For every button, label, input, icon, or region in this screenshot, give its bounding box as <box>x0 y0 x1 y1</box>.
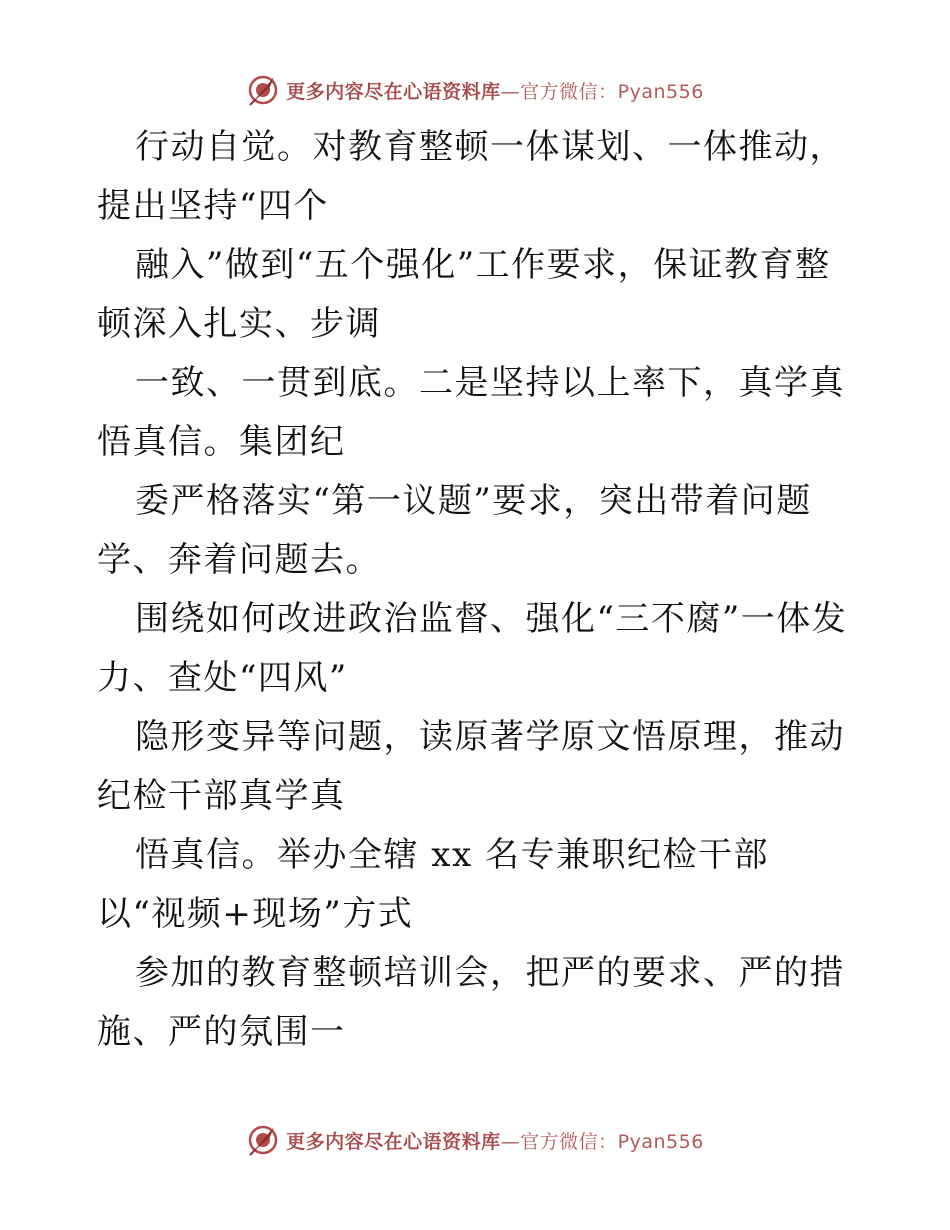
header-separator: — <box>500 80 521 103</box>
paragraph-1: 行动自觉。对教育整顿一体谋划、一体推动，提出坚持“四个 <box>97 127 845 226</box>
paragraph-7: 悟真信。举办全辖 xx 名专兼职纪检干部以“视频+现场”方式 <box>97 835 769 934</box>
document-body <box>97 118 857 1062</box>
footer-site-text: 更多内容尽在心语资料库 <box>286 1130 501 1153</box>
paragraph-3: 一致、一贯到底。二是坚持以上率下，真学真悟真信。集团纪 <box>97 363 845 462</box>
paragraph-8: 参加的教育整顿培训会，把严的要求、严的措施、严的氛围一 <box>97 953 845 1052</box>
paragraph-2: 融入”做到“五个强化”工作要求，保证教育整顿深入扎实、步调 <box>97 245 831 344</box>
quill-pen-logo-icon <box>246 73 280 107</box>
header-contact-text: 官方微信：Pyan556 <box>520 80 704 103</box>
footer-contact-text: 官方微信：Pyan556 <box>520 1130 704 1153</box>
footer-banner <box>0 1120 950 1160</box>
footer-banner-text <box>286 1127 704 1154</box>
paragraph-4: 委严格落实“第一议题”要求，突出带着问题学、奔着问题去。 <box>97 481 812 580</box>
paragraph-5: 围绕如何改进政治监督、强化“三不腐”一体发力、查处“四风” <box>97 599 848 698</box>
header-banner-text <box>286 77 704 104</box>
header-banner <box>0 70 950 110</box>
quill-pen-logo-icon <box>246 1123 280 1157</box>
paragraph-6: 隐形变异等问题，读原著学原文悟原理，推动纪检干部真学真 <box>97 717 845 816</box>
footer-separator: — <box>500 1130 521 1153</box>
header-site-text: 更多内容尽在心语资料库 <box>286 80 501 103</box>
